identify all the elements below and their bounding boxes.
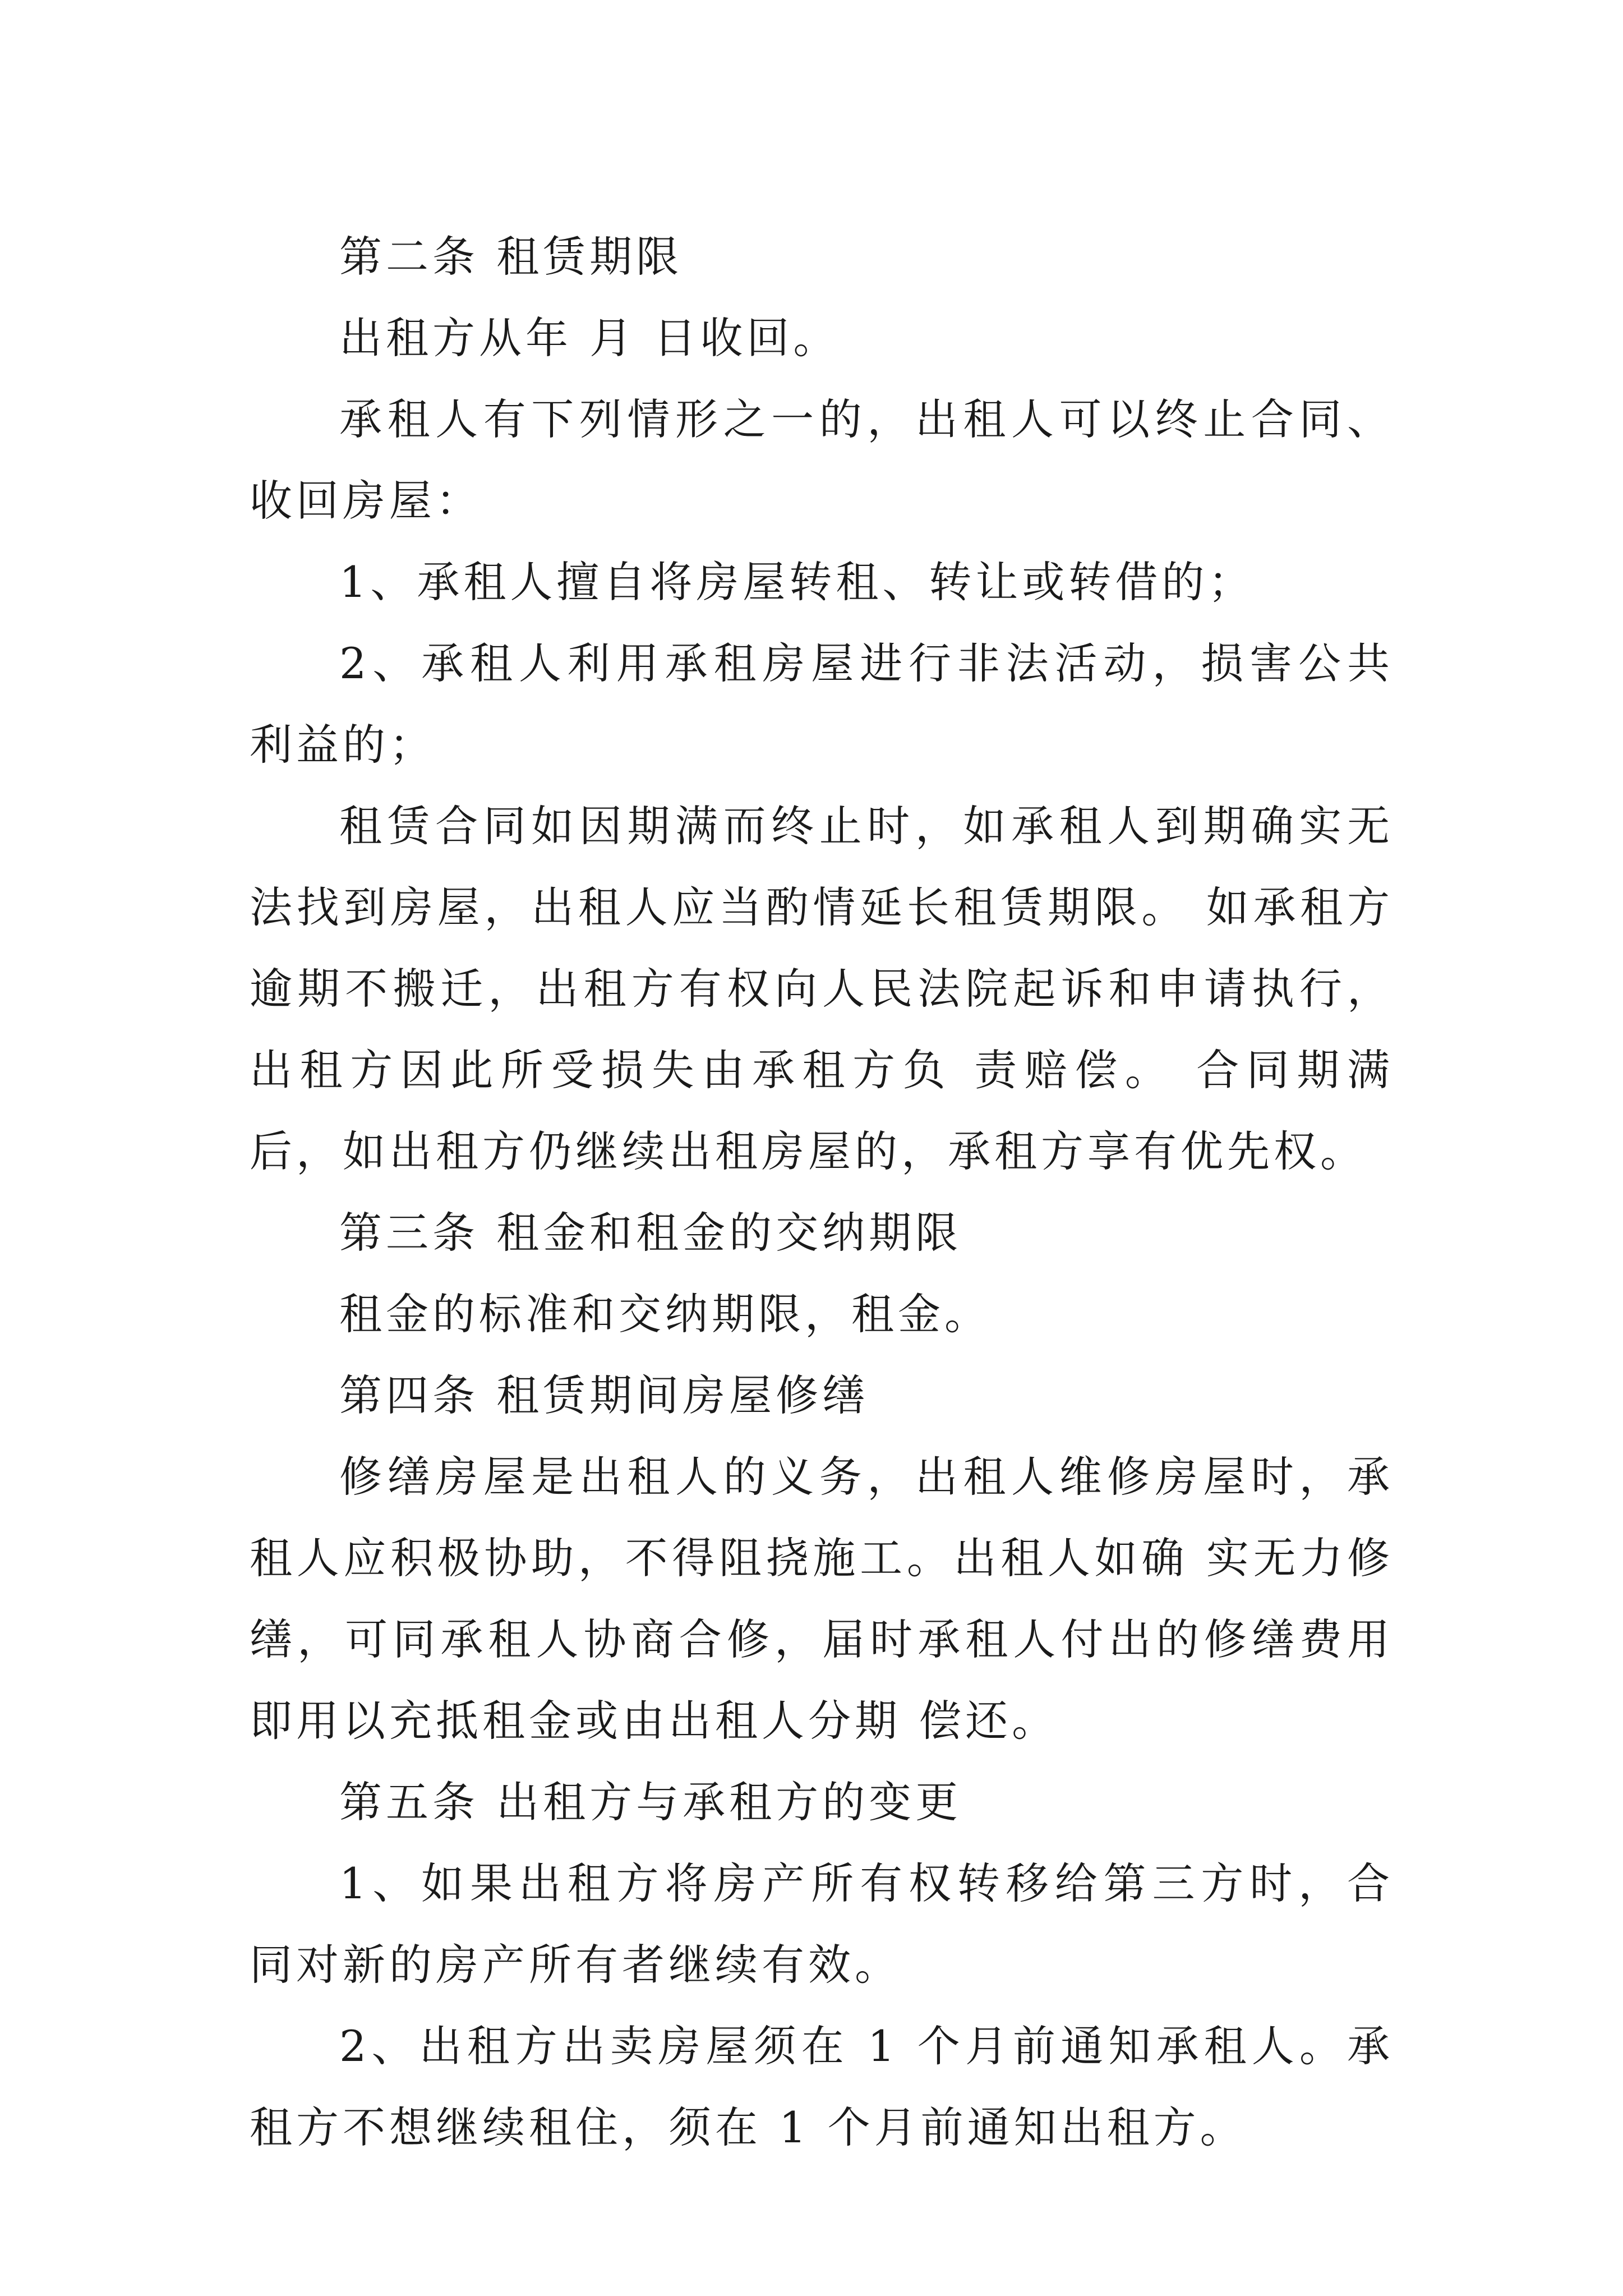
paragraph: 出租方从年 月 日收回。 (339, 313, 840, 363)
section-heading-article-2: 第二条 租赁期限 (339, 232, 683, 282)
paragraph: 承租人有下列情形之一的，出租人可以终止合同、收回房屋： (250, 394, 1394, 526)
section-heading-article-4: 第四条 租赁期间房屋修缮 (339, 1370, 869, 1420)
section-heading-article-3: 第三条 租金和租金的交纳期限 (339, 1208, 962, 1258)
section-heading-article-5: 第五条 出租方与承租方的变更 (339, 1777, 962, 1827)
document-body (250, 216, 1394, 2168)
paragraph: 租金的标准和交纳期限，租金。 (339, 1289, 991, 1339)
list-item: 1、如果出租方将房产所有权转移给第三方时，合同对新的房产所有者继续有效。 (250, 1858, 1394, 1990)
list-item: 2、承租人利用承租房屋进行非法活动，损害公共利益的； (250, 638, 1394, 770)
paragraph: 修缮房屋是出租人的义务，出租人维修房屋时，承租人应积极协助，不得阻挠施工。出租人如确 实无力修缮，可同承租人协商合修，届时承租人付出的修缮费用即用以充抵租金或由出租人分期 偿还。 (250, 1452, 1394, 1746)
list-item: 2、出租方出卖房屋须在 1 个月前通知承租人。承租方不想继续租住，须在 1 个月前通知出租方。 (250, 2021, 1394, 2152)
paragraph: 租赁合同如因期满而终止时，如承租人到期确实无法找到房屋，出租人应当酌情延长租赁期限。 如承租方逾期不搬迁，出租方有权向人民法院起诉和申请执行，出租方因此所受损失由承租方负 责赔偿。 合同期满后，如出租方仍继续出租房屋的，承租方享有优先权。 (250, 801, 1394, 1176)
list-item: 1、承租人擅自将房屋转租、转让或转借的； (339, 557, 1255, 607)
